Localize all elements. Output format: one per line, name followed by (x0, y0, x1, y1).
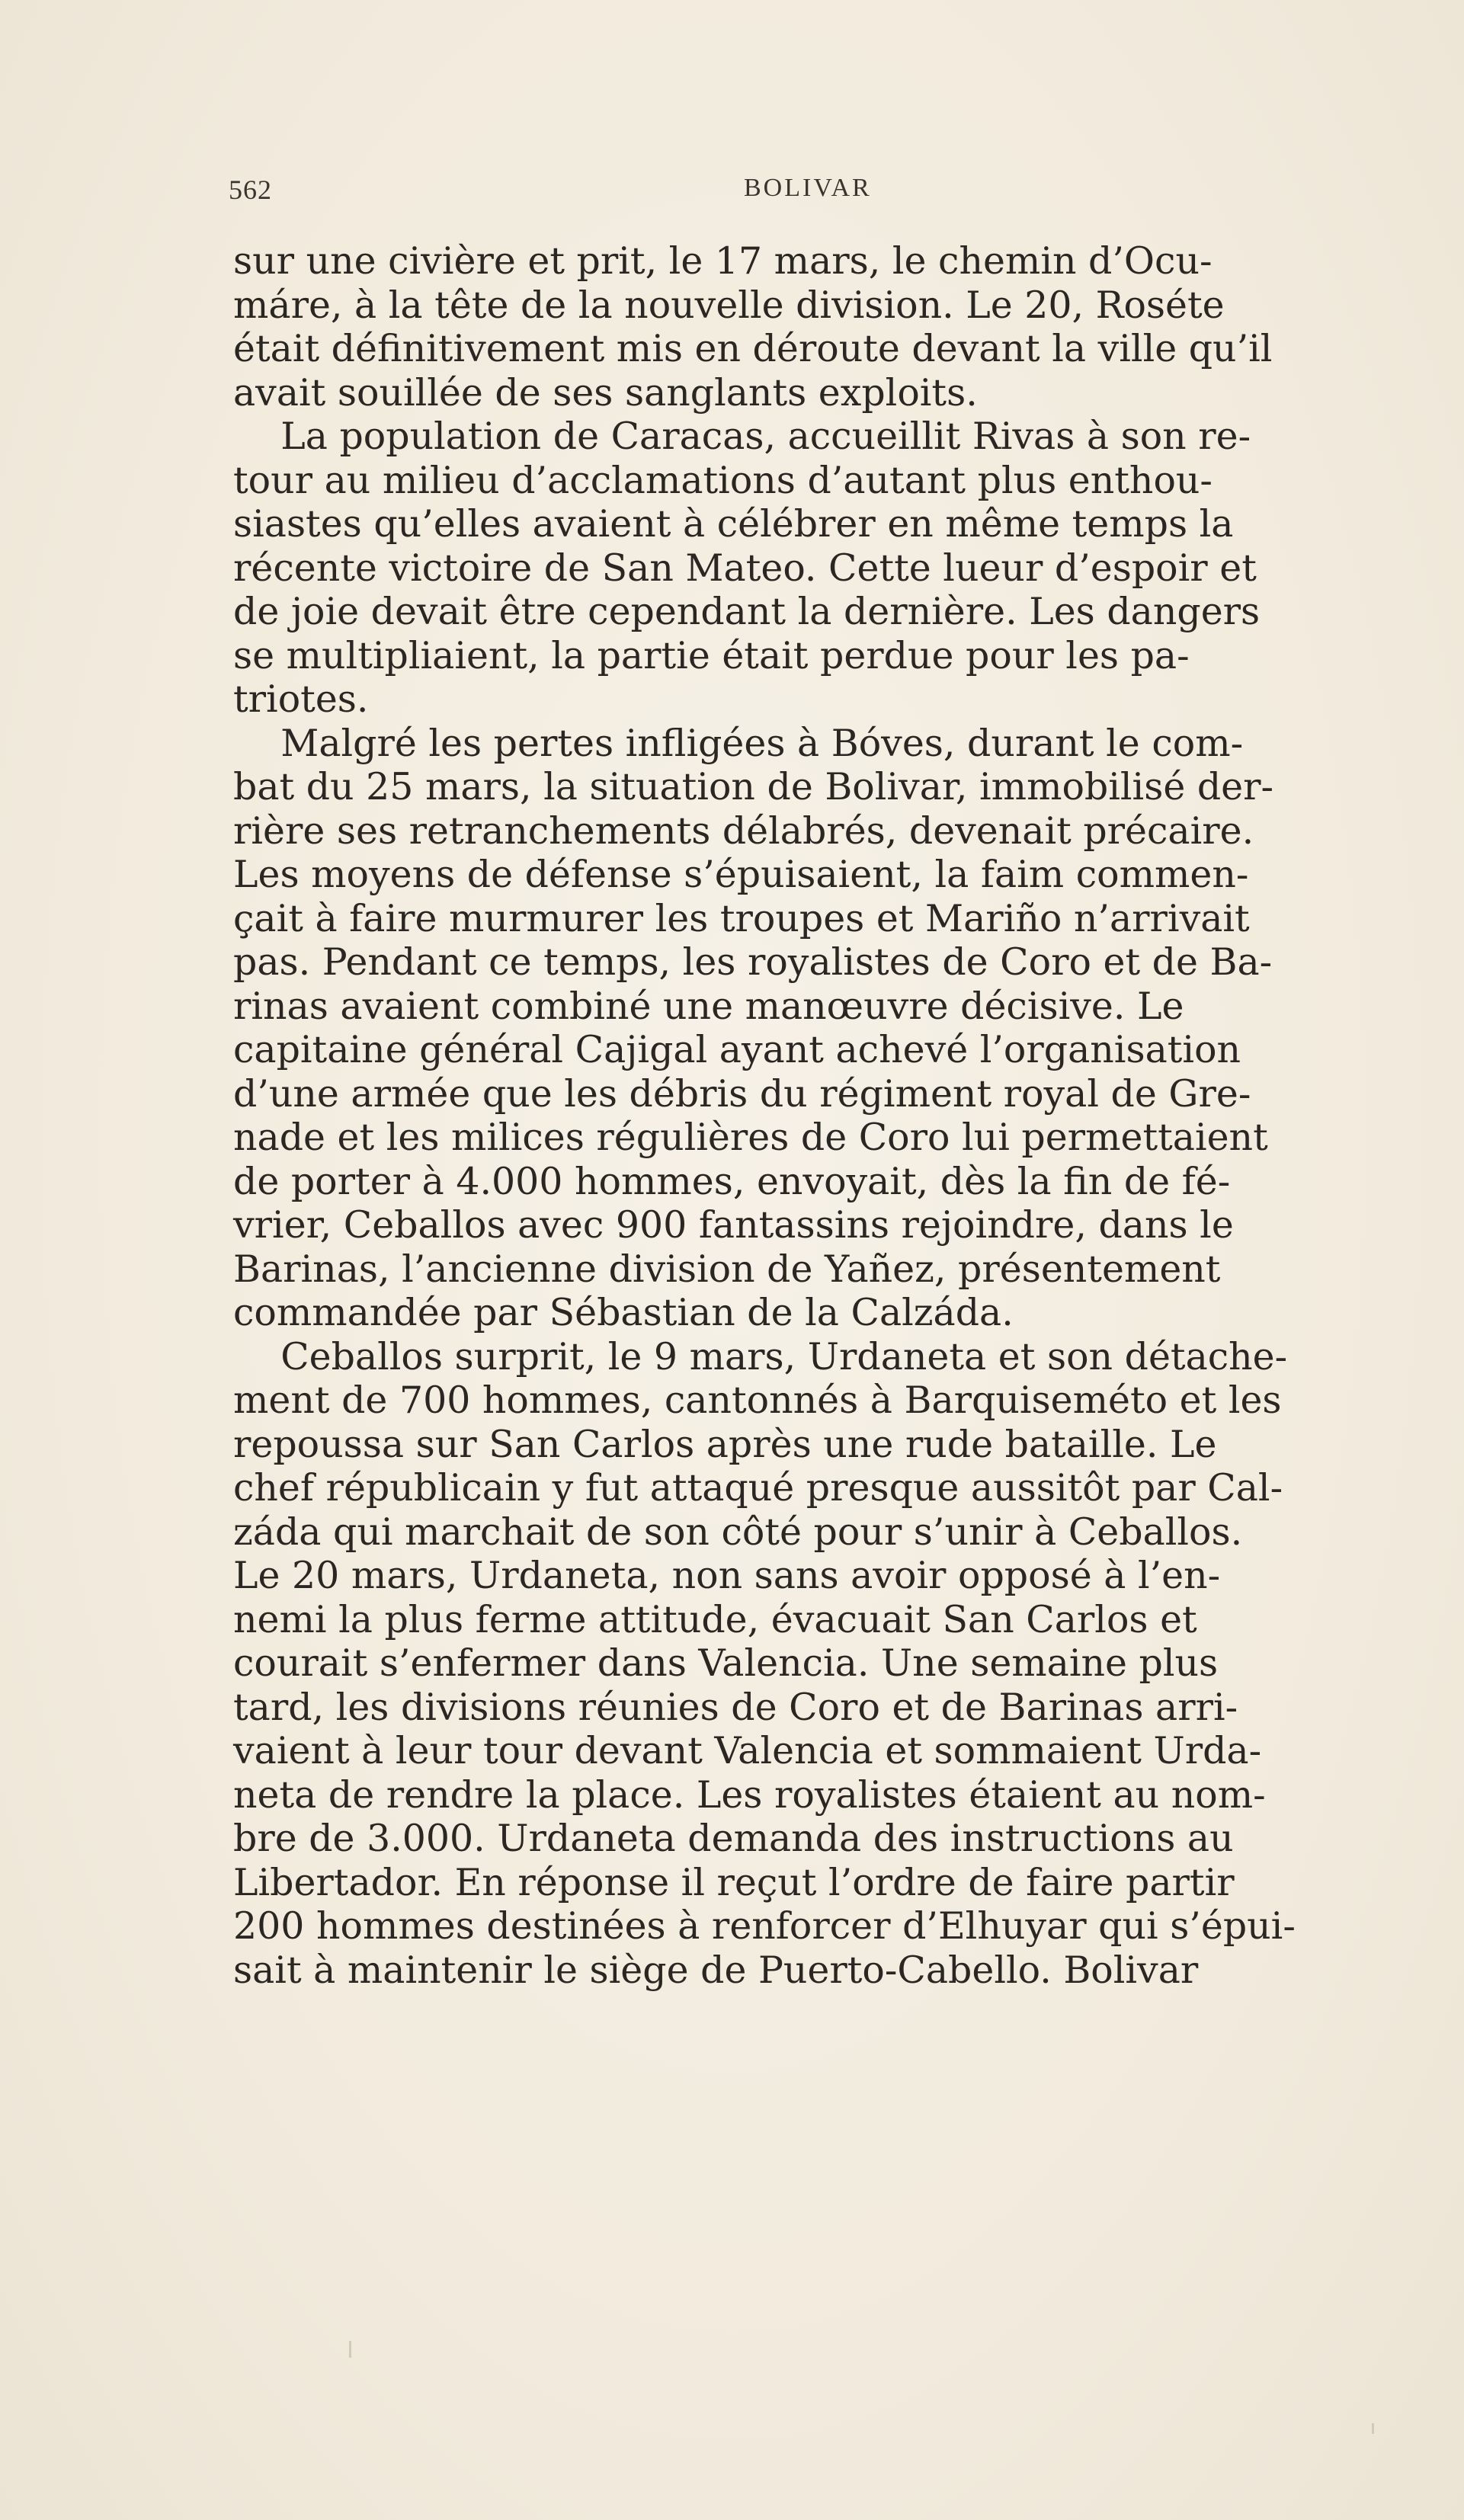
text-line: La population de Caracas, accueillit Rivas à son re- (233, 415, 1251, 458)
running-head: BOLIVAR (744, 174, 872, 202)
text-line: pas. Pendant ce temps, les royalistes de Coro et de Ba- (233, 940, 1273, 984)
text-line: de joie devait être cependant la dernière. Les dangers (233, 590, 1261, 633)
text-line: rinas avaient combiné une manœuvre décisive. Le (233, 984, 1184, 1028)
text-line: neta de rendre la place. Les royalistes étaient au nom- (233, 1772, 1266, 1817)
text-line: avait souillée de ses sanglants exploits. (233, 370, 978, 415)
text-line: courait s’enfermer dans Valencia. Une semaine plus (233, 1641, 1219, 1685)
text-line: Les moyens de défense s’épuisaient, la faim commen- (233, 853, 1249, 896)
text-line: záda qui marchait de son côté pour s’unir à Ceballos. (233, 1510, 1243, 1554)
text-line: nade et les milices régulières de Coro lui permettaient (233, 1116, 1268, 1159)
text-line: bre de 3.000. Urdaneta demanda des instructions au (233, 1817, 1234, 1860)
text-line: sait à maintenir le siège de Puerto-Cabello. Bolivar (233, 1948, 1199, 1992)
text-line: tard, les divisions réunies de Coro et de Barinas arri- (233, 1685, 1238, 1729)
text-line: rière ses retranchements délabrés, devenait précaire. (233, 809, 1254, 853)
text-line: était définitivement mis en déroute devant la ville qu’il (233, 327, 1273, 370)
text-line: bat du 25 mars, la situation de Bolivar, immobilisé der- (233, 765, 1274, 809)
paper-speck (1372, 2423, 1374, 2434)
text-line: capitaine général Cajigal ayant achevé l’organisation (233, 1028, 1241, 1071)
text-line: Barinas, l’ancienne division de Yañez, présentement (233, 1247, 1221, 1291)
text-line: d’une armée que les débris du régiment royal de Gre- (233, 1071, 1251, 1116)
text-line: de porter à 4.000 hommes, envoyait, dès la fin de fé- (233, 1159, 1231, 1203)
text-line: tour au milieu d’acclamations d’autant plus enthou- (233, 458, 1213, 502)
text-line: commandée par Sébastian de la Calzáda. (233, 1291, 1014, 1334)
text-line: Le 20 mars, Urdaneta, non sans avoir opposé à l’en- (233, 1554, 1221, 1597)
text-line: chef républicain y fut attaqué presque aussitôt par Cal- (233, 1466, 1283, 1510)
text-line: se multipliaient, la partie était perdue pour les pa- (233, 633, 1190, 677)
paper-speck (349, 2341, 351, 2358)
text-line: triotes. (233, 677, 369, 721)
text-line: vrier, Ceballos avec 900 fantassins rejoindre, dans le (233, 1203, 1234, 1247)
text-line: sur une civière et prit, le 17 mars, le chemin d’Ocu- (233, 239, 1213, 283)
text-line: ment de 700 hommes, cantonnés à Barquiseméto et les (233, 1378, 1282, 1422)
body-text (233, 239, 1376, 1992)
page-header (229, 174, 1238, 219)
text-line: récente victoire de San Mateo. Cette lueur d’espoir et (233, 546, 1257, 590)
text-line: Malgré les pertes infligées à Bóves, durant le com- (233, 721, 1244, 765)
text-line: çait à faire murmurer les troupes et Mariño n’arrivait (233, 896, 1250, 940)
text-line: máre, à la tête de la nouvelle division. Le 20, Roséte (233, 283, 1225, 327)
text-line: siastes qu’elles avaient à célébrer en même temps la (233, 502, 1234, 546)
text-line: Ceballos surprit, le 9 mars, Urdaneta et son détache- (233, 1334, 1288, 1378)
page-number: 562 (229, 175, 272, 205)
text-line: 200 hommes destinées à renforcer d’Elhuyar qui s’épui- (233, 1904, 1296, 1948)
text-line: repoussa sur San Carlos après une rude bataille. Le (233, 1422, 1217, 1466)
text-line: Libertador. En réponse il reçut l’ordre de faire partir (233, 1860, 1235, 1904)
text-line: vaient à leur tour devant Valencia et sommaient Urda- (233, 1729, 1262, 1772)
text-line: nemi la plus ferme attitude, évacuait San Carlos et (233, 1597, 1197, 1641)
